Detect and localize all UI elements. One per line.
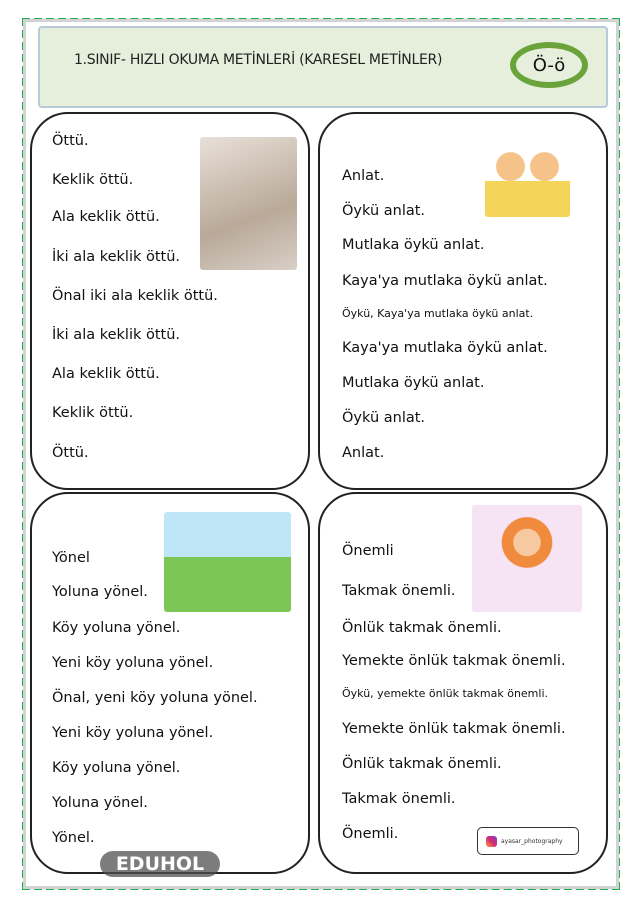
header-banner: [38, 26, 608, 108]
reading-line: Yönel: [52, 550, 90, 566]
instagram-icon: [486, 836, 497, 847]
reading-line: Takmak önemli.: [342, 583, 456, 599]
brand-text: EDUHOL: [115, 853, 205, 875]
reading-line: Yemekte önlük takmak önemli.: [342, 653, 566, 669]
reading-line: Keklik öttü.: [52, 172, 134, 188]
reading-line: Köy yoluna yönel.: [52, 620, 181, 636]
reading-line: Öykü anlat.: [342, 203, 426, 219]
reading-line: Öykü anlat.: [342, 410, 426, 426]
reading-line: Mutlaka öykü anlat.: [342, 375, 485, 391]
reading-line: Takmak önemli.: [342, 791, 456, 807]
page-title: 1.SINIF- HIZLI OKUMA METİNLERİ (KARESEL METİNLER): [74, 52, 443, 68]
reading-line: Öykü, yemekte önlük takmak önemli.: [342, 687, 549, 700]
instagram-handle: ayasar_photography: [501, 837, 563, 845]
reading-line: İki ala keklik öttü.: [52, 249, 181, 265]
reading-line: Köy yoluna yönel.: [52, 760, 181, 776]
reading-line: Yoluna yönel.: [52, 795, 148, 811]
eduhol-watermark: [100, 851, 220, 877]
reading-line: Keklik öttü.: [52, 405, 134, 421]
reading-line: Önemli: [342, 543, 394, 559]
reading-line: Ala keklik öttü.: [52, 366, 160, 382]
reading-line: İki ala keklik öttü.: [52, 327, 181, 343]
girl-apron-image: [472, 505, 582, 612]
reading-line: Yeni köy yoluna yönel.: [52, 655, 214, 671]
reading-line: Ala keklik öttü.: [52, 209, 160, 225]
children-reading-image: [485, 145, 570, 217]
reading-line: Önal iki ala keklik öttü.: [52, 288, 218, 304]
reading-line: Önemli.: [342, 826, 399, 842]
reading-line: Yeni köy yoluna yönel.: [52, 725, 214, 741]
reading-line: Yönel.: [52, 830, 95, 846]
reading-line: Öykü, Kaya'ya mutlaka öykü anlat.: [342, 307, 534, 320]
reading-line: Anlat.: [342, 168, 385, 184]
reading-line: Anlat.: [342, 445, 385, 461]
instagram-credit: [477, 827, 579, 855]
reading-line: Önlük takmak önemli.: [342, 620, 502, 636]
reading-line: Kaya'ya mutlaka öykü anlat.: [342, 340, 548, 356]
letter-badge: Ö-ö: [510, 42, 588, 88]
reading-line: Mutlaka öykü anlat.: [342, 237, 485, 253]
reading-line: Önlük takmak önemli.: [342, 756, 502, 772]
park-path-image: [164, 512, 291, 612]
reading-line: Yoluna yönel.: [52, 584, 148, 600]
reading-line: Kaya'ya mutlaka öykü anlat.: [342, 273, 548, 289]
reading-line: Önal, yeni köy yoluna yönel.: [52, 690, 258, 706]
reading-line: Öttü.: [52, 445, 89, 461]
reading-line: Öttü.: [52, 133, 89, 149]
partridge-image: [200, 137, 297, 270]
reading-line: Yemekte önlük takmak önemli.: [342, 721, 566, 737]
